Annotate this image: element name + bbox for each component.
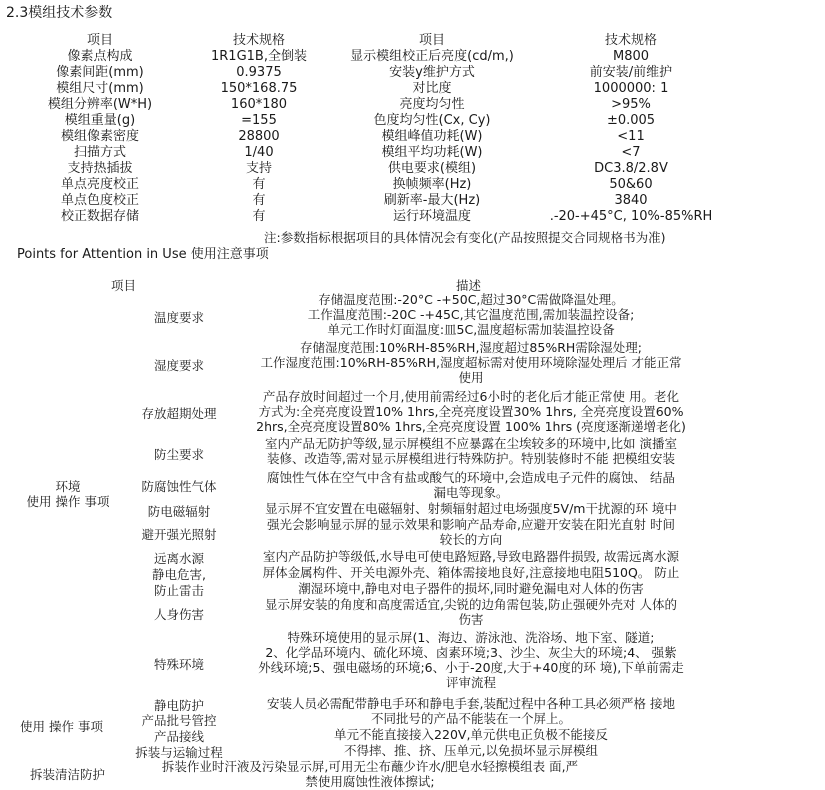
desc-line: 拆装作业时汗液及污染显示屏,可用无尘布蘸少许水/肥皂水轻擦模组表 面,严 — [161, 759, 579, 774]
spec-item: 单点亮度校正 — [60, 177, 140, 192]
spec-item: 模组尺寸(mm) — [56, 81, 144, 96]
desc-water — [236, 549, 706, 564]
desc-line: 工作温度范围:-20C -+45C,其它温度范围,需加装温控设备; — [307, 307, 635, 322]
desc-clean — [120, 759, 620, 789]
desc-static — [236, 565, 706, 580]
cat-static: 静电危害, — [152, 567, 206, 582]
desc-injury — [236, 597, 706, 627]
spec-item: 模组重量(g) — [64, 113, 136, 128]
desc-line: 安装人员必需配带静电手环和静电手套,装配过程中各种工具必须严格 接地 — [267, 696, 675, 711]
spec-row — [0, 161, 825, 177]
spec-value: 50&60 — [609, 177, 653, 192]
spec-value: DC3.8/2.8V — [594, 161, 668, 176]
spec-value: ±0.005 — [606, 113, 656, 128]
spec-value: 150*168.75 — [220, 81, 298, 96]
spec-value: 160*180 — [230, 97, 288, 112]
spec-item: 亮度均匀性 — [399, 97, 465, 112]
desc-line: 存储温度范围:-20°C -+50C,超过30°C需做降温处理。 — [318, 292, 624, 307]
spec-note: 注:参数指标根据项目的具体情况会有变化(产品按照提交合同规格书为准) — [264, 230, 666, 245]
desc-corrosive — [236, 470, 706, 500]
cat-dust: 防尘要求 — [153, 447, 204, 462]
desc-line: 漏电等现象。 — [433, 485, 509, 500]
cat-transport: 拆装与运输过程 — [135, 745, 223, 760]
spec-row — [0, 209, 825, 225]
desc-line: 伤害 — [458, 612, 484, 627]
desc-wiring — [236, 727, 706, 742]
spec-item: 模组峰值功耗(W) — [381, 129, 483, 144]
desc-line: 室内产品无防护等级,显示屏模组不应暴露在尘埃较多的环境中,比如 演播室 — [265, 436, 677, 451]
desc-line: 腐蚀性气体在空气中含有盐或酸气的环境中,会造成电子元件的腐蚀、 结晶 — [267, 470, 675, 485]
desc-line: 装修、改造等,需对显示屏模组进行特殊防护。特别装修时不能 把模组安装 — [267, 451, 675, 466]
spec-item: 支持热插拔 — [67, 161, 133, 176]
desc-esd — [236, 696, 706, 726]
spec-item: 单点色度校正 — [60, 193, 140, 208]
attention-title: Points for Attention in Use 使用注意事项 — [17, 247, 269, 262]
spec-value: 1000000: 1 — [593, 81, 669, 96]
usage-header-desc: 描述 — [456, 278, 482, 293]
spec-table — [0, 33, 825, 225]
cat-lightning: 防止雷击 — [153, 583, 204, 598]
spec-value: 28800 — [238, 129, 280, 144]
desc-line: 潮湿环境中,静电对电子器件的损坏,同时避免漏电对人体的伤害 — [298, 581, 644, 596]
desc-humid — [236, 340, 706, 385]
spec-row — [0, 81, 825, 97]
cat-light: 避开强光照射 — [141, 527, 217, 542]
spec-value: 0.9375 — [236, 65, 282, 80]
cat-storage: 存放超期处理 — [141, 406, 217, 421]
spec-value: 支持 — [245, 161, 273, 176]
spec-item: 换帧频率(Hz) — [392, 177, 472, 192]
cat-injury: 人身伤害 — [153, 607, 204, 622]
desc-line: 显示屏安装的角度和高度需适宜,尖锐的边角需包装,防止强硬外壳对 人体的 — [265, 597, 677, 612]
spec-item: 模组像素密度 — [60, 129, 140, 144]
desc-storage — [236, 389, 706, 434]
spec-item: 像素点构成 — [67, 49, 133, 64]
spec-value: .-20-+45°C, 10%-85%RH — [549, 209, 713, 224]
desc-line: 工作湿度范围:10%RH-85%RH,湿度超标需对使用环境除湿处理后 才能正常 — [260, 355, 682, 370]
desc-line: 2、化学品环境内、硫化环境、卤素环境;3、沙尘、灰尘大的环境;4、 强紫 — [265, 645, 677, 660]
desc-line: 单元工作时灯面温度:皿5C,温度超标需加装温控设备 — [327, 322, 615, 337]
desc-line: 单元不能直接接入220V,单元供电正负极不能接反 — [334, 727, 608, 742]
desc-special — [236, 630, 706, 690]
desc-line: 方式为:全亮亮度设置10% 1hrs,全亮亮度设置30% 1hrs, 全亮亮度设置60% — [258, 404, 684, 419]
spec-item: 像素间距(mm) — [56, 65, 144, 80]
cat-batch: 产品批号管控 — [141, 713, 217, 728]
group-env-line: 环境 — [55, 479, 81, 494]
cat-humid: 湿度要求 — [153, 358, 204, 373]
spec-item: 对比度 — [412, 81, 452, 96]
spec-row — [0, 177, 825, 193]
spec-value: >95% — [611, 97, 651, 112]
spec-value: 有 — [252, 209, 266, 224]
spec-row — [0, 97, 825, 113]
spec-item: 色度均匀性(Cx, Cy) — [373, 113, 491, 128]
desc-line: 评审流程 — [445, 675, 496, 690]
desc-line: 室内产品防护等级低,水导电可使电路短路,导致电路器件损毁, 故需远离水源 — [263, 549, 679, 564]
spec-header-spec: 技术规格 — [232, 33, 286, 48]
group-operation: 使用 操作 事项 — [20, 719, 103, 734]
desc-line: 强光会影响显示屏的显示效果和影响产品寿命,应避开安装在阳光直射 时间 — [267, 517, 675, 532]
desc-line: 不得摔、推、挤、压单元,以免损坏显示屏模组 — [344, 743, 598, 758]
desc-line: 存储湿度范围:10%RH-85%RH,湿度超过85%RH需除湿处理; — [299, 340, 642, 355]
desc-lightning — [236, 581, 706, 596]
desc-em — [236, 501, 706, 516]
spec-item: 安装y维护方式 — [389, 65, 475, 80]
cat-corrosive: 防腐蚀性气体 — [141, 479, 217, 494]
spec-value: =155 — [241, 113, 277, 128]
cat-wiring: 产品接线 — [153, 729, 204, 744]
spec-value: 1/40 — [244, 145, 274, 160]
spec-value: 有 — [252, 177, 266, 192]
desc-light — [236, 517, 706, 547]
spec-row — [0, 145, 825, 161]
cat-em: 防电磁辐射 — [147, 504, 211, 519]
desc-line: 屏体金属构件、开关电源外壳、箱体需接地良好,注意接地电阻510Q。 防止 — [262, 565, 680, 580]
spec-header-spec: 技术规格 — [604, 33, 658, 48]
desc-line: 产品存放时间超过一个月,使用前需经过6小时的老化后才能正常使 用。老化 — [263, 389, 679, 404]
spec-value: M800 — [612, 49, 650, 64]
spec-row — [0, 49, 825, 65]
desc-line: 显示屏不宜安置在电磁辐射、射频辐射超过电场强度5V/m干扰源的环 境中 — [265, 501, 677, 516]
spec-row — [0, 65, 825, 81]
cat-temp: 温度要求 — [153, 310, 204, 325]
group-clean: 拆装清洁防护 — [30, 767, 106, 782]
section-title: 2.3模组技术参数 — [6, 5, 113, 21]
cat-esd: 静电防护 — [153, 698, 204, 713]
cat-water: 远离水源 — [153, 551, 204, 566]
spec-value: 有 — [252, 193, 266, 208]
spec-row — [0, 129, 825, 145]
spec-row — [0, 113, 825, 129]
spec-header-item: 项目 — [418, 33, 446, 48]
desc-line: 特殊环境使用的显示屏(1、海边、游泳池、洗浴场、地下室、隧道; — [287, 630, 655, 645]
group-env — [20, 479, 116, 509]
spec-header-row — [0, 33, 825, 49]
desc-line: 2hrs,全亮亮度设置80% 1hrs,全亮亮度设置 100% 1hrs (亮度逐渐递增老化) — [256, 419, 686, 434]
desc-dust — [236, 436, 706, 466]
spec-item: 刷新率-最大(Hz) — [383, 193, 481, 208]
usage-header-item: 项目 — [111, 278, 137, 293]
spec-header-item: 项目 — [86, 33, 114, 48]
desc-temp — [236, 292, 706, 337]
spec-row — [0, 193, 825, 209]
spec-item: 运行环境温度 — [392, 209, 472, 224]
spec-item: 显示模组校正后亮度(cd/m,) — [350, 49, 514, 64]
desc-line: 较长的方向 — [439, 532, 503, 547]
spec-item: 模组分辨率(W*H) — [47, 97, 153, 112]
desc-line: 使用 — [458, 370, 484, 385]
desc-line: 外线环境;5、强电磁场的环境;6、小于-20度,大于+40度的环 境),下单前需走 — [258, 660, 684, 675]
desc-line: 禁使用腐蚀性液体擦试; — [305, 774, 435, 789]
spec-value: 1R1G1B,全倒装 — [211, 49, 307, 64]
desc-transport — [236, 743, 706, 758]
spec-value: <11 — [617, 129, 645, 144]
spec-value: 前安装/前维护 — [589, 65, 673, 80]
spec-item: 模组平均功耗(W) — [381, 145, 483, 160]
group-env-line: 使用 操作 事项 — [26, 494, 110, 509]
spec-item: 校正数据存储 — [60, 209, 140, 224]
desc-line: 不同批号的产品不能装在一个屏上。 — [370, 711, 571, 726]
spec-value: <7 — [621, 145, 641, 160]
spec-item: 扫描方式 — [73, 145, 127, 160]
spec-value: 3840 — [614, 193, 648, 208]
cat-special: 特殊环境 — [153, 657, 204, 672]
spec-item: 供电要求(模组) — [387, 161, 477, 176]
